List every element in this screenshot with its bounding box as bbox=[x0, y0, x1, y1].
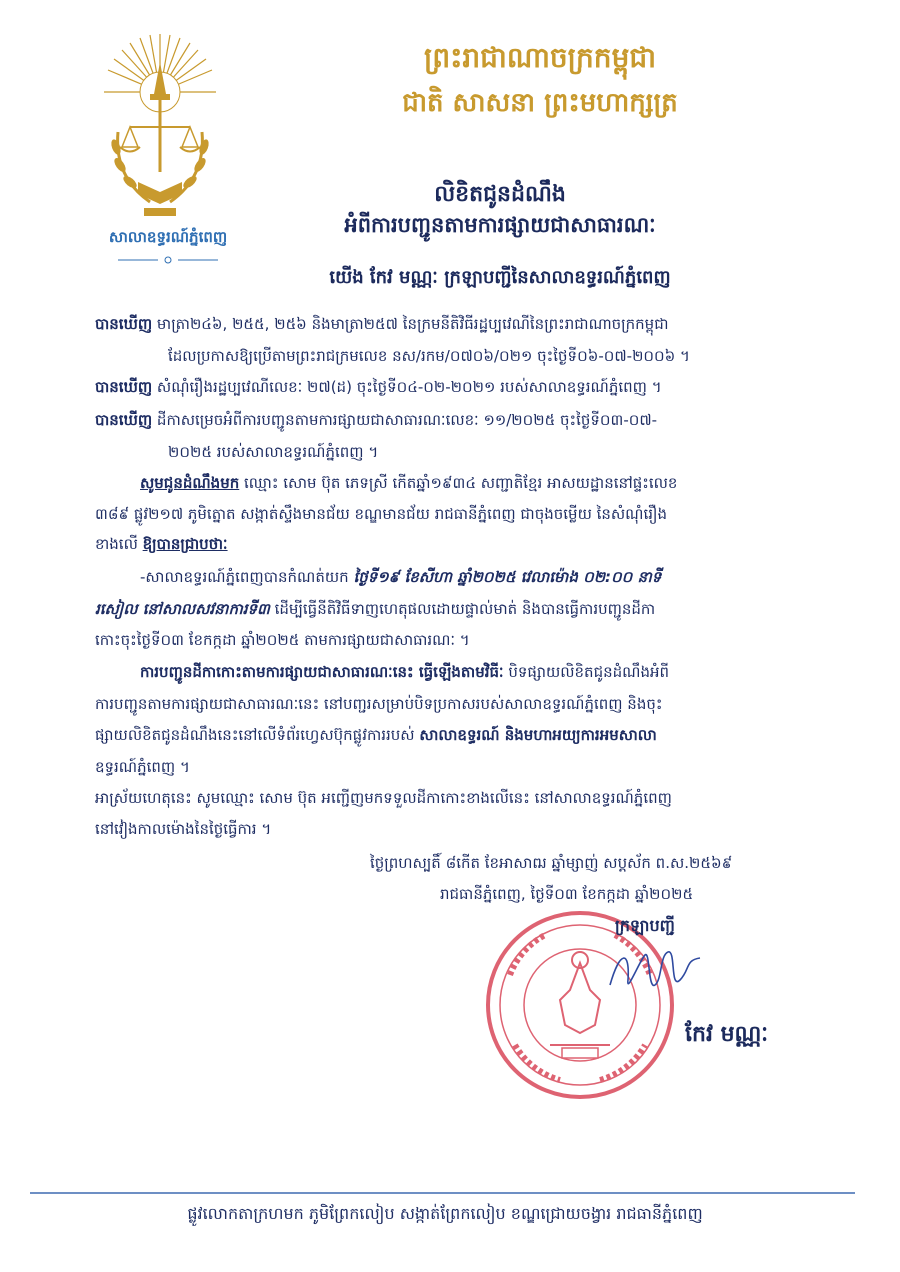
hearing-date: ថ្ងៃទី១៩ ខែសីហា ឆ្នាំ២០២៥ វេលាម៉ោង ០២:០០ នាទី bbox=[353, 568, 662, 586]
hearing-room: រសៀល នៅសាលសវនាការទី៣ bbox=[95, 600, 270, 618]
handwritten-signature-icon bbox=[600, 940, 710, 1000]
hearing-text: -សាលាឧទ្ធរណ៍ភ្នំពេញបានកំណត់យក bbox=[140, 568, 349, 586]
footer-divider bbox=[30, 1192, 855, 1194]
signer-name: កែវ មណ្ណៈ bbox=[685, 1022, 769, 1047]
solar-date: រាជធានីភ្នំពេញ, ថ្ងៃទី០៣ ខែកក្កដា ឆ្នាំ២០២៥ bbox=[440, 885, 694, 903]
hearing-line-1 bbox=[140, 566, 661, 588]
notice-line-1 bbox=[140, 472, 677, 494]
method-line-2: ការបញ្ជូនតាមការផ្សាយជាសាធារណៈនេះ នៅបញ្ជរសម្រាប់បិទប្រកាសរបស់សាលាឧទ្ធរណ៍ភ្នំពេញ និងចុះ bbox=[95, 695, 663, 713]
ref-text: ដីកាសម្រេចអំពីការបញ្ជូនតាមការផ្សាយជាសាធារណៈលេខៈ ១១/២០២៥ ចុះថ្ងៃទី០៣-០៧- bbox=[156, 411, 658, 429]
lunar-date: ថ្ងៃព្រហស្បតិ៍ ៨កើត ខែអាសាឍ ឆ្នាំម្សាញ់ សប្តស័ក ព.ស.២៥៦៩ bbox=[370, 854, 733, 872]
notice-text: ឈ្មោះ សោម ប៊ុត ភេទស្រី កើតឆ្នាំ១៩៣៤ សញ្ជាតិខ្មែរ អាសយដ្ឋាននៅផ្ទះលេខ bbox=[244, 474, 678, 492]
ref-label: បានឃើញ bbox=[95, 315, 153, 333]
notice-lead: សូមជូនដំណឹងមក bbox=[140, 474, 240, 492]
hearing-line-3: កោះចុះថ្ងៃទី០៣ ខែកក្កដា ឆ្នាំ២០២៥ តាមការផ្សាយជាសាធារណៈ ។ bbox=[95, 631, 470, 649]
ref-3-line-1 bbox=[95, 409, 657, 431]
method-text: ផ្សាយលិខិតជូនដំណឹងនេះនៅលើទំព័រហ្វេសប៊ុកផ្លូវការរបស់ bbox=[95, 726, 415, 744]
document-subtitle: អំពីការបញ្ជូនតាមការផ្សាយជាសាធារណៈ bbox=[344, 213, 656, 237]
ref-1-line-2: ដែលប្រកាសឱ្យប្រើតាមព្រះរាជក្រមលេខ នស/រកម/០៧០៦/០២១ ចុះថ្ងៃទី០៦-០៧-២០០៦ ។ bbox=[168, 347, 690, 365]
national-motto: ជាតិ សាសនា ព្រះមហាក្សត្រ bbox=[402, 88, 678, 118]
method-line-1 bbox=[140, 661, 669, 683]
method-emphasis: សាលាឧទ្ធរណ៍ និងមហាអយ្យការអមសាលា bbox=[419, 726, 657, 744]
hearing-line-2 bbox=[95, 598, 655, 620]
notice-text: ខាងលើ bbox=[95, 535, 138, 553]
method-heading: ការបញ្ជូនដីកាកោះតាមការផ្សាយជាសាធារណៈនេះ ធ្វើឡើងតាមវិធីៈ bbox=[140, 663, 504, 681]
ref-text: មាត្រា២៤៦, ២៥៥, ២៥៦ និងមាត្រា២៥៧ នៃក្រមនីតិវិធីរដ្ឋប្បវេណីនៃព្រះរាជាណាចក្រកម្ពុជា bbox=[156, 315, 669, 333]
method-line-3 bbox=[95, 724, 657, 746]
notice-line-3 bbox=[95, 533, 228, 555]
kingdom-title: ព្រះរាជាណាចក្រកម្ពុជា bbox=[423, 41, 656, 74]
hearing-text: ដើម្បីធ្វើនីតិវិធីទាញហេតុផលដោយផ្ទាល់មាត់ និងបានធ្វើការបញ្ជូនដីកា bbox=[274, 600, 656, 618]
ref-text: សំណុំរឿងរដ្ឋប្បវេណីលេខៈ ២៧(ដ) ចុះថ្ងៃទី០៤-០២-២០២១ របស់សាលាឧទ្ធរណ៍ភ្នំពេញ ។ bbox=[156, 378, 662, 396]
ref-label: បានឃើញ bbox=[95, 378, 153, 396]
court-name: សាលាឧទ្ធរណ៍ភ្នំពេញ bbox=[108, 228, 228, 246]
ref-2-line-1 bbox=[95, 376, 662, 398]
ref-3-line-2: ២០២៥ របស់សាលាឧទ្ធរណ៍ភ្នំពេញ ។ bbox=[168, 443, 379, 461]
ornament-divider bbox=[118, 255, 218, 265]
method-text: បិទផ្សាយលិខិតជូនដំណឹងអំពី bbox=[508, 663, 670, 681]
closing-line-1: អាស្រ័យហេតុនេះ សូមឈ្មោះ សោម ប៊ុត អញ្ជើញមកទទួលដីកាកោះខាងលើនេះ នៅសាលាឧទ្ធរណ៍ភ្នំពេញ bbox=[95, 789, 672, 807]
notice-line-2: ៣៨៩ ផ្លូវ២១៧ ភូមិត្នោត សង្កាត់ស្ទឹងមានជ័យ ខណ្ឌមានជ័យ រាជធានីភ្នំពេញ ជាចុងចម្លើយ នៃសំណុំរឿង bbox=[95, 505, 667, 523]
signer-role: ក្រឡាបញ្ជី bbox=[615, 916, 675, 935]
document-title: លិខិតជូនដំណឹង bbox=[434, 182, 566, 207]
issuer-line: យើង កែវ មណ្ណៈ ក្រឡាបញ្ជីនៃសាលាឧទ្ធរណ៍ភ្នំពេញ bbox=[329, 267, 671, 288]
ref-label: បានឃើញ bbox=[95, 411, 153, 429]
footer-address: ផ្លូវលោកតាក្រហមក ភូមិព្រែកលៀប សង្កាត់ព្រែកលៀប ខណ្ឌជ្រោយចង្វារ រាជធានីភ្នំពេញ bbox=[187, 1204, 703, 1223]
closing-line-2: នៅវៀងកាលម៉ោងនៃថ្ងៃធ្វើការ ។ bbox=[95, 820, 272, 838]
method-line-4: ឧទ្ធរណ៍ភ្នំពេញ ។ bbox=[95, 758, 190, 776]
notice-emphasis: ឱ្យបានជ្រាបថាៈ bbox=[142, 535, 228, 553]
ref-1-line-1 bbox=[95, 313, 669, 335]
